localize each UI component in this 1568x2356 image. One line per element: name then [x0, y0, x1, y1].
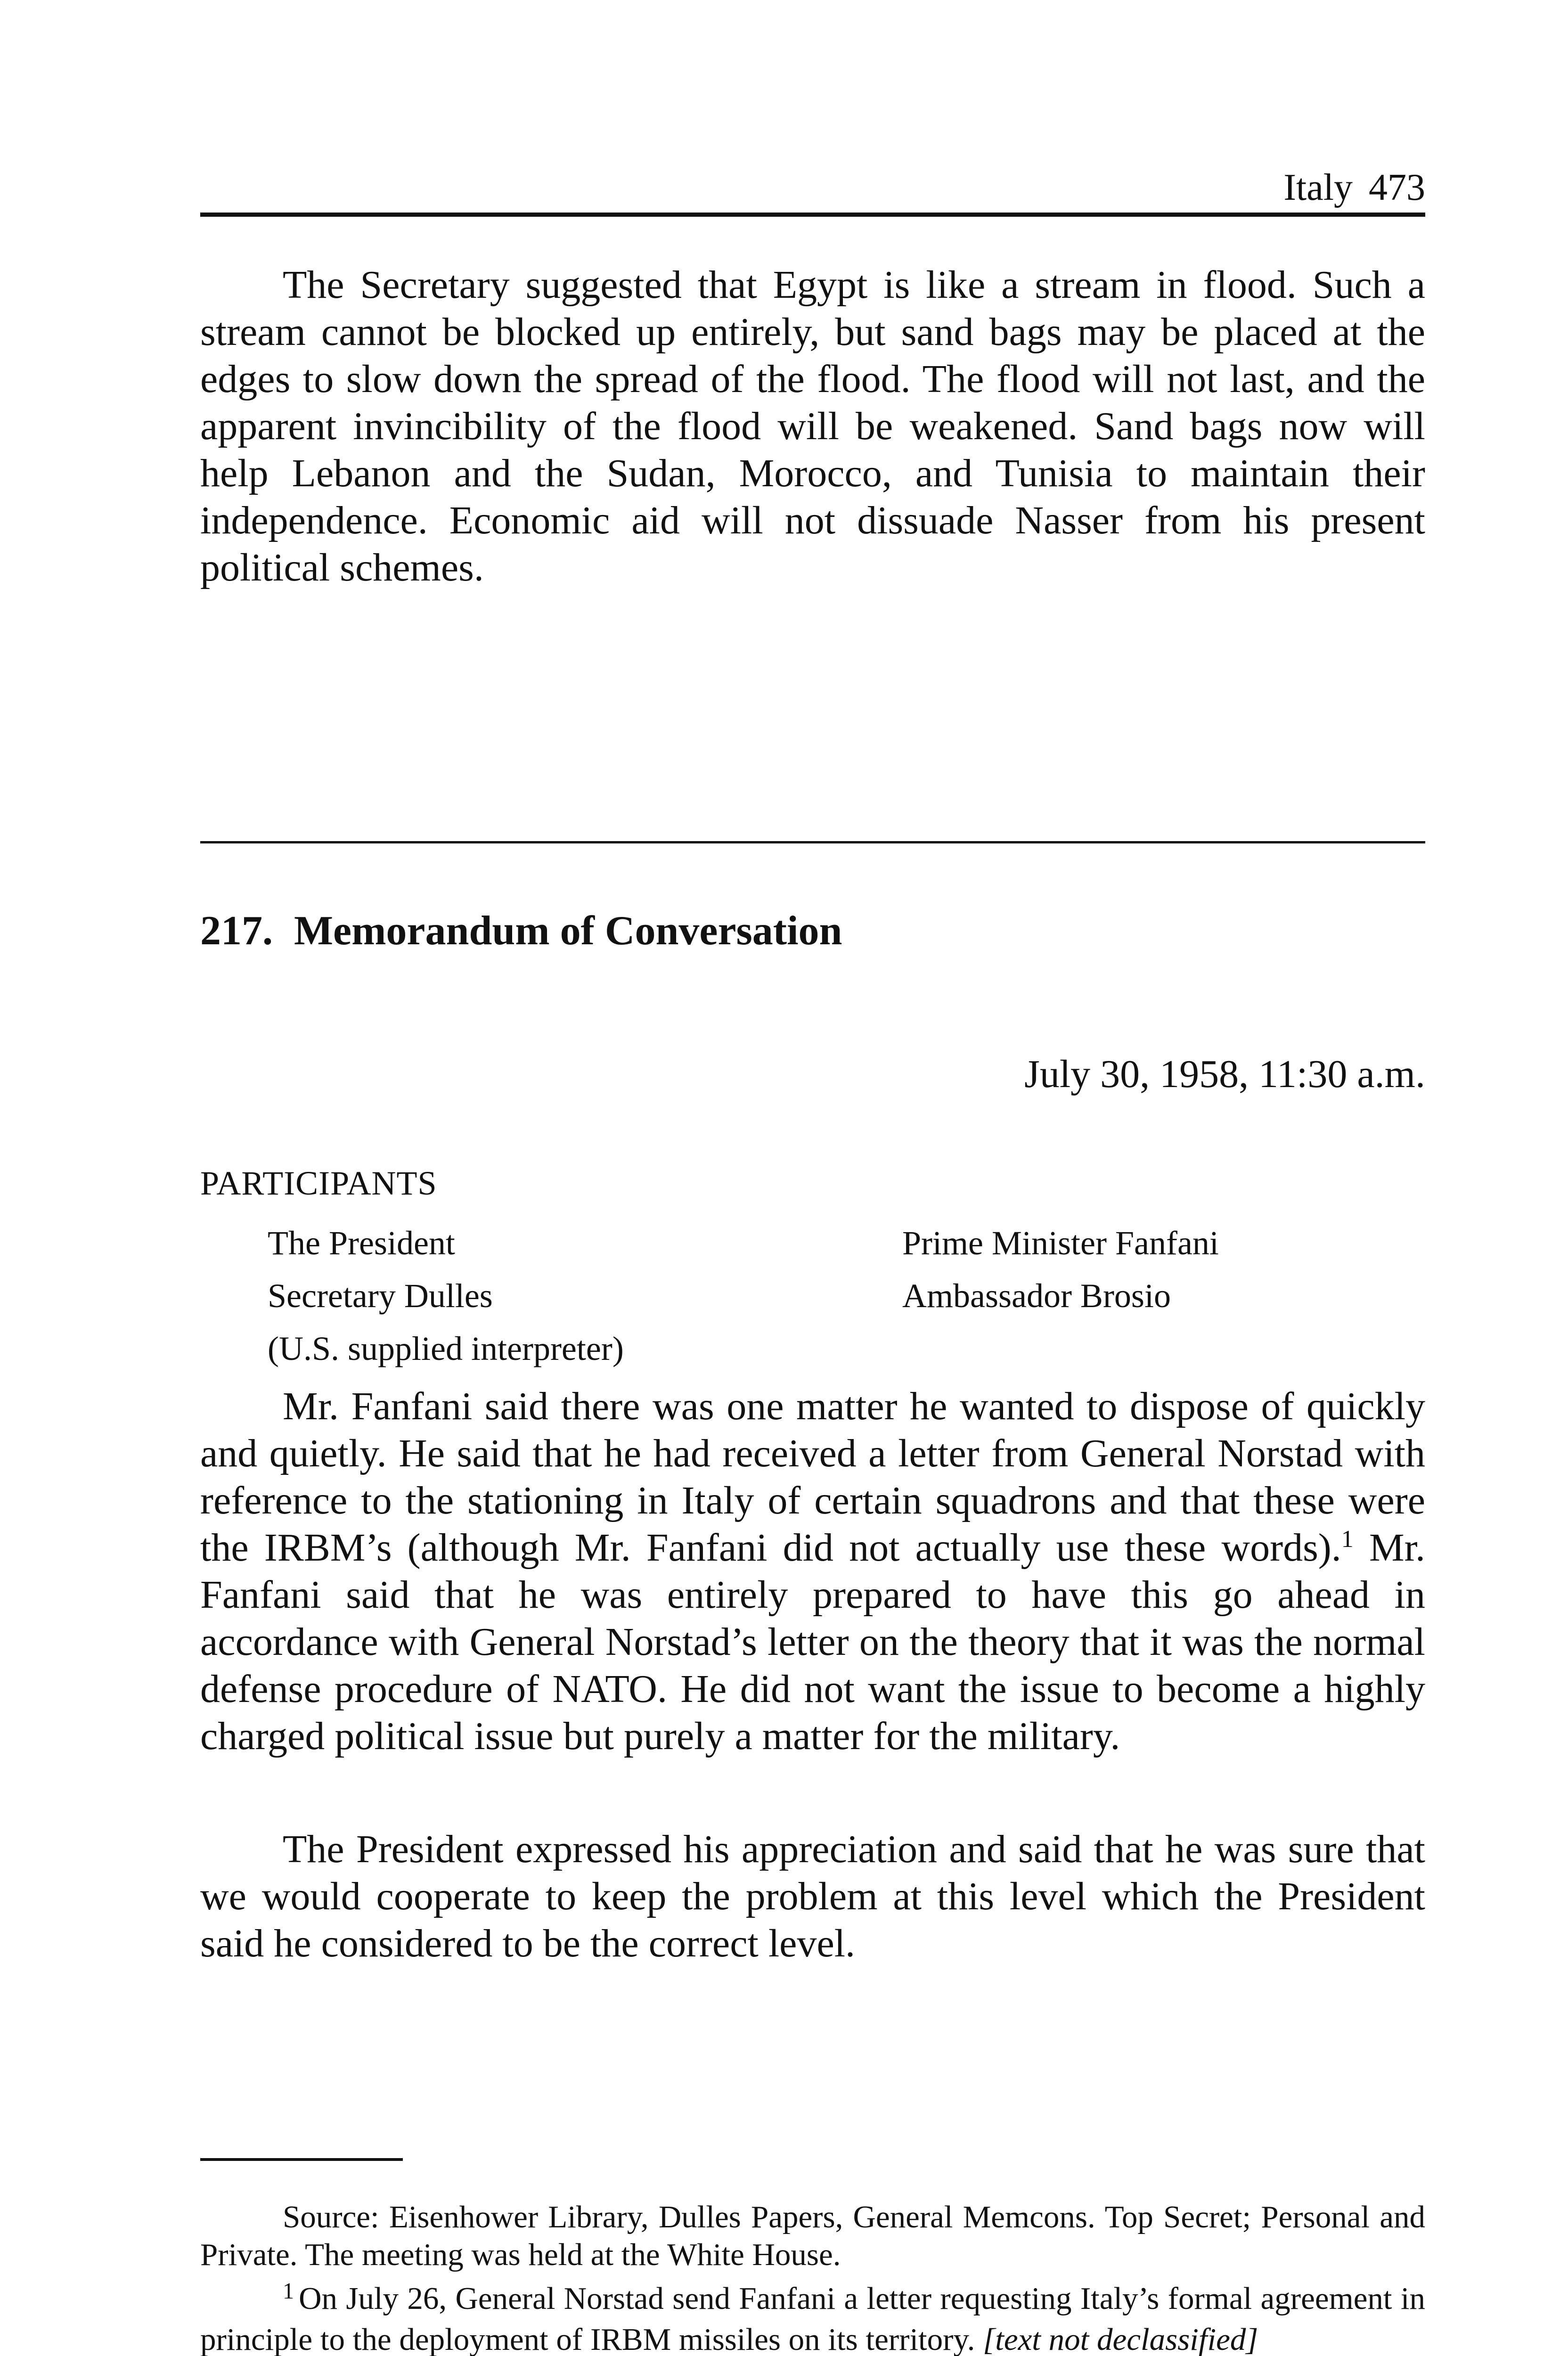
document-heading — [200, 910, 842, 952]
document-title: Memorandum of Conversation — [294, 908, 842, 954]
continuation-paragraph: The Secretary suggested that Egypt is like a stream in flood. Such a stream cannot be blocked up entirely, but sand bags may be placed at the edges to slow down the spread of the flood. The flood will not last, and the apparent invincibility of the flood will be weakened. Sand bags now will help Lebanon and the Sudan, Morocco, and Tunisia to maintain their independence. Economic aid will not dissuade Nasser from his present political schemes. — [200, 263, 1425, 589]
footnote-reference: 1 — [1341, 1526, 1354, 1553]
participant-item: Secretary Dulles — [268, 1277, 493, 1315]
page-header — [200, 160, 1425, 212]
participants-us — [268, 1217, 833, 1375]
header-rule — [200, 213, 1425, 217]
source-note: Source: Eisenhower Library, Dulles Papers, General Memcons. Top Secret; Personal and Private. The meeting was held at the White House. — [200, 2200, 1425, 2272]
footnote-rule — [200, 2158, 403, 2161]
footnote-marker: 1 — [283, 2279, 294, 2304]
participant-item: Prime Minister Fanfani — [902, 1224, 1219, 1262]
participant-item: The President — [268, 1224, 455, 1262]
memo-paragraph-1-text-a: Mr. Fanfani said there was one matter he wanted to dispose of quickly and quietly. He said that he had received a letter from General Norstad with reference to the stationing in Italy of certain squadrons and that these were the IRBM’s (although Mr. Fanfani did not actually use these words). — [200, 1384, 1425, 1570]
participant-item: Ambassador Brosio — [902, 1277, 1171, 1315]
memo-paragraph-2: The President expressed his appreciation and said that he was sure that we would cooperate to keep the problem at this level which the President said he considered to be the correct level. — [200, 1827, 1425, 1965]
footnote-1-italic: [text not declassified] — [983, 2322, 1258, 2356]
document-date: July 30, 1958, 11:30 a.m. — [1024, 1052, 1425, 1096]
memo-paragraph-1-text-b: Mr. Fanfani said that he was entirely prepared to have this go ahead in accordance with General Norstad’s letter on the theory that it was the normal defense procedure of NATO. He did not want the issue to become a highly charged political issue but purely a matter for the military. — [200, 1526, 1426, 1758]
running-head — [1283, 169, 1425, 206]
section-title: Italy — [1283, 167, 1353, 208]
section-divider — [200, 841, 1425, 843]
participants-label: PARTICIPANTS — [200, 1164, 437, 1202]
memo-paragraph-1 — [200, 1383, 1425, 1760]
footnote-1 — [200, 2280, 1425, 2356]
participant-item: (U.S. supplied interpreter) — [268, 1330, 624, 1367]
footnote-1-text: On July 26, General Norstad send Fanfani a letter requesting Italy’s formal agreement in principle to the deployment of IRBM missiles on its territory. — [200, 2281, 1425, 2356]
page-number: 473 — [1369, 167, 1425, 208]
document-number: 217. — [200, 908, 273, 954]
participants-italy — [902, 1217, 1421, 1322]
